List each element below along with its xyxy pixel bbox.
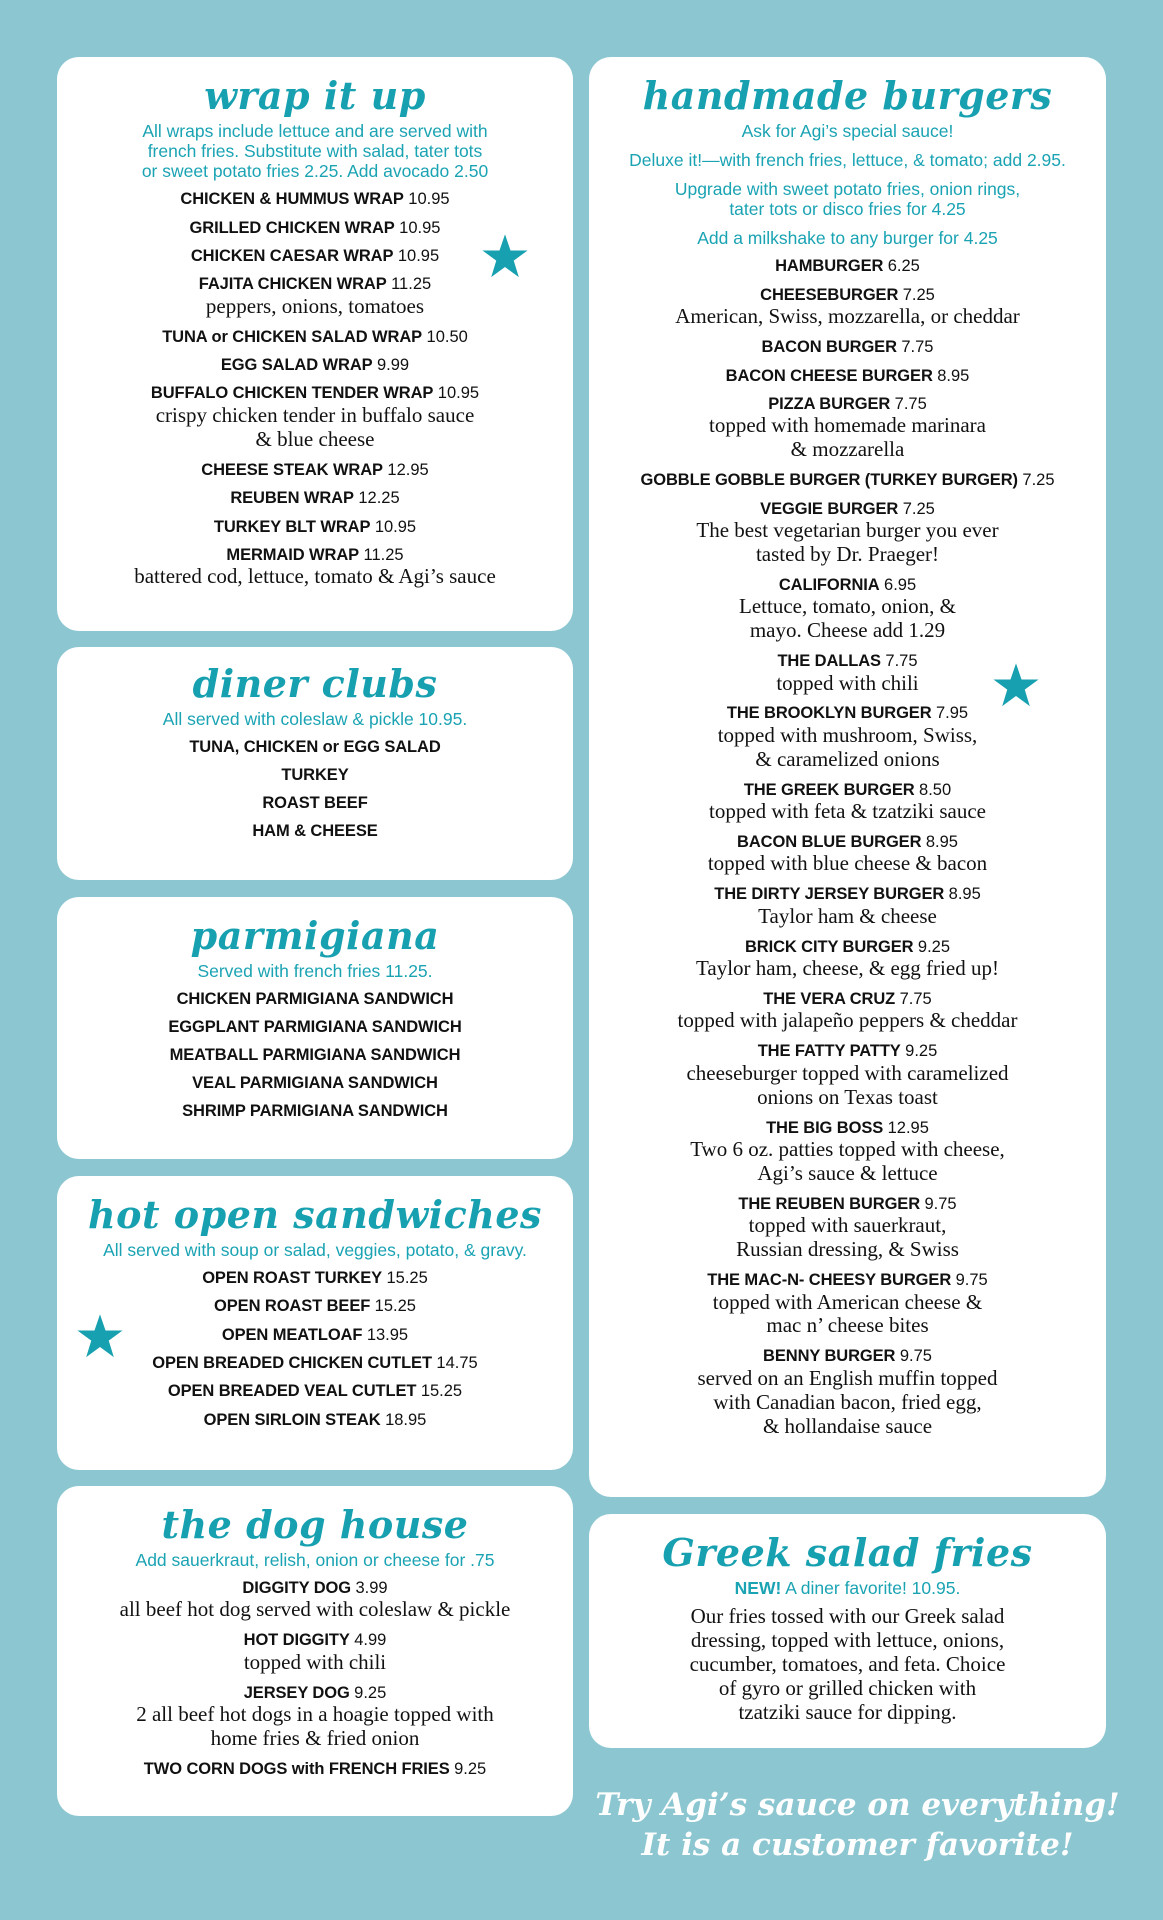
menu-item <box>57 1382 573 1401</box>
item-name: BENNY BURGER <box>763 1347 896 1366</box>
description-line: Lettuce, tomato, onion, & <box>739 594 956 619</box>
menu-item <box>57 1297 573 1316</box>
item-name: THE MAC-N- CHEESY BURGER <box>707 1271 952 1290</box>
menu-item <box>57 990 573 1009</box>
section-note: All served with coleslaw & pickle 10.95. <box>162 708 468 729</box>
footer-tagline <box>590 1786 1125 1865</box>
note-line: Upgrade with sweet potato fries, onion rings, <box>674 179 1021 200</box>
item-price: 9.99 <box>377 356 410 375</box>
item-heading <box>589 781 1106 800</box>
section-note <box>589 1578 1106 1598</box>
item-heading <box>589 1042 1106 1061</box>
item-name: OPEN BREADED VEAL CUTLET <box>167 1382 417 1401</box>
description-line: of gyro or grilled chicken with <box>718 1675 977 1700</box>
item-price: 9.75 <box>899 1347 932 1366</box>
description-line: topped with homemade marinara <box>709 413 986 438</box>
menu-item <box>589 576 1106 643</box>
description-line: Two 6 oz. patties topped with cheese, <box>690 1137 1005 1161</box>
section-title: hot open sandwiches <box>88 1192 542 1237</box>
section-note: All served with soup or salad, veggies, potato, & gravy. <box>103 1239 527 1260</box>
item-heading <box>57 356 573 375</box>
menu-item <box>57 461 573 480</box>
item-price: 7.95 <box>936 704 969 723</box>
burgers-section <box>589 57 1106 1497</box>
new-badge: NEW! <box>734 1577 782 1598</box>
menu-item <box>589 500 1106 567</box>
item-name: DIGGITY DOG <box>242 1578 352 1597</box>
item-heading <box>57 518 573 537</box>
menu-item <box>589 1195 1106 1262</box>
item-name: THE DALLAS <box>777 652 881 671</box>
menu-item <box>57 1760 573 1779</box>
description-line: & hollandaise sauce <box>762 1413 933 1438</box>
item-name: TURKEY <box>281 765 349 784</box>
dog-house-section <box>57 1486 573 1816</box>
menu-item <box>57 1411 573 1430</box>
description-line: mayo. Cheese add 1.29 <box>749 618 946 643</box>
item-description <box>589 724 1106 772</box>
description-line: topped with American cheese & <box>712 1289 983 1314</box>
item-heading <box>57 1411 573 1430</box>
description-line: served on an English muffin topped <box>697 1365 998 1390</box>
menu-item <box>57 822 573 841</box>
item-price: 7.25 <box>902 285 935 304</box>
item-name: OPEN MEATLOAF <box>221 1325 363 1344</box>
item-price: 15.25 <box>374 1297 416 1316</box>
menu-item <box>57 1354 573 1373</box>
item-description <box>589 905 1106 929</box>
item-name: THE DIRTY JERSEY BURGER <box>714 885 945 904</box>
item-name: ROAST BEEF <box>262 793 368 812</box>
item-name: THE REUBEN BURGER <box>738 1194 921 1213</box>
description-line: home fries & fried onion <box>210 1725 420 1750</box>
note-line: or sweet potato fries 2.25. Add avocado 2.50 <box>141 161 489 182</box>
menu-item <box>57 1046 573 1065</box>
item-name: TWO CORN DOGS with FRENCH FRIES <box>143 1759 450 1778</box>
tagline-line: It is a customer favorite! <box>641 1826 1074 1863</box>
item-heading <box>57 1354 573 1373</box>
description-line: battered cod, lettuce, tomato & Agi’s sauce <box>134 564 496 589</box>
item-heading <box>57 1382 573 1401</box>
parmigiana-section <box>57 897 573 1159</box>
menu-item <box>57 1074 573 1093</box>
menu-item <box>589 833 1106 876</box>
item-name: THE VERA CRUZ <box>763 990 896 1009</box>
description-line: topped with chili <box>243 1649 387 1674</box>
section-title: wrap it up <box>204 73 426 118</box>
item-name: HOT DIGGITY <box>243 1631 350 1650</box>
item-heading <box>589 990 1106 1009</box>
item-heading <box>589 1195 1106 1214</box>
description-line: crispy chicken tender in buffalo sauce <box>155 402 475 427</box>
description-line: onions on Texas toast <box>757 1084 938 1109</box>
item-price: 10.95 <box>437 384 480 403</box>
item-name: TUNA, CHICKEN or EGG SALAD <box>189 737 441 756</box>
item-heading <box>57 190 573 209</box>
item-price: 10.50 <box>426 327 468 346</box>
description-line: cheeseburger topped with caramelized <box>686 1060 1009 1085</box>
item-name: THE BROOKLYN BURGER <box>726 704 932 723</box>
item-heading <box>589 257 1106 276</box>
item-name: MERMAID WRAP <box>226 545 360 564</box>
item-heading <box>57 489 573 508</box>
note-line: french fries. Substitute with salad, tater tots <box>147 140 483 161</box>
item-price: 9.25 <box>905 1042 938 1061</box>
item-description <box>589 1009 1106 1033</box>
section-note: Add sauerkraut, relish, onion or cheese for .75 <box>135 1549 495 1570</box>
section-note <box>589 121 1106 141</box>
item-price: 11.25 <box>391 275 432 294</box>
menu-item <box>57 1269 573 1288</box>
item-price: 14.75 <box>436 1354 478 1373</box>
menu-item-list <box>57 1579 573 1779</box>
item-price: 12.95 <box>887 1118 929 1137</box>
item-name: THE FATTY PATTY <box>757 1042 901 1061</box>
item-price: 6.95 <box>884 575 917 594</box>
menu-item <box>589 1347 1106 1438</box>
menu-item <box>57 546 573 589</box>
item-description <box>57 295 573 319</box>
menu-item <box>57 738 573 757</box>
item-price: 8.95 <box>925 833 958 852</box>
menu-item <box>57 1631 573 1674</box>
item-heading <box>589 938 1106 957</box>
menu-item <box>589 704 1106 771</box>
item-price: 4.99 <box>354 1631 387 1650</box>
item-price: 10.95 <box>408 190 450 209</box>
item-description <box>589 800 1106 824</box>
item-heading <box>57 1326 573 1345</box>
item-description <box>589 1605 1106 1725</box>
item-heading <box>589 885 1106 904</box>
item-name: OPEN ROAST TURKEY <box>202 1268 383 1287</box>
menu-item <box>589 990 1106 1033</box>
item-price: 12.25 <box>358 489 400 508</box>
item-price: 7.75 <box>885 652 918 671</box>
item-description <box>589 1214 1106 1262</box>
item-description <box>589 1138 1106 1186</box>
section-title: the dog house <box>161 1502 469 1547</box>
item-price: 10.95 <box>374 517 417 536</box>
menu-item <box>589 1042 1106 1109</box>
description-line: topped with blue cheese & bacon <box>707 851 988 876</box>
item-price: 7.75 <box>901 338 934 357</box>
description-line: dressing, topped with lettuce, onions, <box>690 1627 1005 1652</box>
star-icon <box>482 233 528 279</box>
note-line: Ask for Agi’s special sauce! <box>741 120 954 141</box>
item-description <box>57 404 573 452</box>
item-description <box>589 1291 1106 1339</box>
menu-item <box>57 356 573 375</box>
item-heading <box>589 1271 1106 1290</box>
menu-item <box>589 885 1106 928</box>
item-name: OPEN SIRLOIN STEAK <box>203 1410 381 1429</box>
section-title: parmigiana <box>190 913 440 958</box>
description-line: Taylor ham, cheese, & egg fried up! <box>696 956 999 981</box>
menu-item <box>589 338 1106 357</box>
item-description <box>57 1703 573 1751</box>
item-name: THE BIG BOSS <box>766 1118 884 1137</box>
item-name: CALIFORNIA <box>778 575 880 594</box>
item-heading <box>589 338 1106 357</box>
item-name: BACON CHEESE BURGER <box>725 366 933 385</box>
menu-item <box>57 489 573 508</box>
item-heading <box>589 500 1106 519</box>
menu-item <box>57 1579 573 1622</box>
item-description <box>589 414 1106 462</box>
section-title: handmade burgers <box>642 73 1053 118</box>
note-text: A diner favorite! 10.95. <box>785 1577 961 1598</box>
menu-item <box>589 1271 1106 1338</box>
description-line: Russian dressing, & Swiss <box>736 1237 959 1262</box>
item-name: CHEESEBURGER <box>760 285 899 304</box>
description-line: & mozzarella <box>790 437 905 462</box>
item-name: FAJITA CHICKEN WRAP <box>198 275 387 294</box>
item-heading <box>589 576 1106 595</box>
item-heading <box>57 546 573 565</box>
hot-open-section <box>57 1176 573 1470</box>
menu-item-list <box>57 1269 573 1430</box>
description-line: topped with sauerkraut, <box>748 1213 947 1238</box>
item-heading <box>57 1269 573 1288</box>
note-line: Deluxe it!—with french fries, lettuce, & tomato; add 2.95. <box>629 149 1066 170</box>
item-description <box>589 957 1106 981</box>
item-name: CHICKEN PARMIGIANA SANDWICH <box>176 989 454 1008</box>
item-description <box>589 595 1106 643</box>
item-heading <box>589 833 1106 852</box>
menu-item <box>589 471 1106 490</box>
description-line: tzatziki sauce for dipping. <box>738 1699 957 1724</box>
item-heading <box>57 1579 573 1598</box>
section-note <box>589 228 1106 248</box>
section-note: Served with french fries 11.25. <box>197 960 433 981</box>
item-price: 10.95 <box>399 218 441 237</box>
item-name: HAM & CHEESE <box>252 821 378 840</box>
item-price: 3.99 <box>355 1578 388 1597</box>
description-line: with Canadian bacon, fried egg, <box>713 1389 982 1414</box>
item-name: EGGPLANT PARMIGIANA SANDWICH <box>168 1017 462 1036</box>
item-heading <box>589 286 1106 305</box>
item-heading <box>57 1684 573 1703</box>
item-name: THE GREEK BURGER <box>743 780 915 799</box>
item-name: OPEN ROAST BEEF <box>214 1297 371 1316</box>
item-price: 8.50 <box>919 780 952 799</box>
item-name: SHRIMP PARMIGIANA SANDWICH <box>182 1101 448 1120</box>
section-note <box>589 150 1106 170</box>
menu-item-list <box>589 257 1106 1438</box>
item-name: EGG SALAD WRAP <box>220 356 373 375</box>
item-price: 15.25 <box>420 1382 463 1401</box>
wrap-section <box>57 57 573 631</box>
description-line: Our fries tossed with our Greek salad <box>690 1603 1005 1628</box>
tagline-line: Try Agi’s sauce on everything! <box>595 1787 1120 1823</box>
item-description <box>589 305 1106 329</box>
menu-item <box>57 1018 573 1037</box>
item-name: GRILLED CHICKEN WRAP <box>189 218 395 237</box>
item-name: CHICKEN & HUMMUS WRAP <box>180 190 404 209</box>
item-name: REUBEN WRAP <box>230 489 354 508</box>
section-note <box>589 179 1106 219</box>
item-price: 9.25 <box>354 1683 387 1702</box>
menu-item <box>57 1326 573 1345</box>
item-name: BRICK CITY BURGER <box>744 937 914 956</box>
item-price: 18.95 <box>385 1410 427 1429</box>
item-name: BACON BURGER <box>761 338 897 357</box>
note-line: All wraps include lettuce and are served with <box>142 120 488 141</box>
menu-item <box>57 766 573 785</box>
item-name: BACON BLUE BURGER <box>737 833 922 852</box>
menu-item <box>57 518 573 537</box>
item-name: VEAL PARMIGIANA SANDWICH <box>192 1073 438 1092</box>
item-heading <box>57 384 573 403</box>
description-line: & caramelized onions <box>755 746 940 771</box>
item-price: 9.75 <box>924 1194 957 1213</box>
item-price: 7.25 <box>1022 471 1055 490</box>
item-name: BUFFALO CHICKEN TENDER WRAP <box>150 384 434 403</box>
menu-item <box>57 1684 573 1751</box>
item-name: CHEESE STEAK WRAP <box>201 460 383 479</box>
item-heading <box>589 1119 1106 1138</box>
section-title: diner clubs <box>192 661 438 706</box>
description-line: topped with feta & tzatziki sauce <box>709 799 986 824</box>
menu-item-list <box>57 738 573 841</box>
description-line: topped with chili <box>776 670 919 695</box>
menu-item <box>589 367 1106 386</box>
description-line: American, Swiss, mozzarella, or cheddar <box>675 304 1020 329</box>
item-heading <box>57 328 573 347</box>
menu-item <box>589 781 1106 824</box>
item-heading <box>57 1297 573 1316</box>
menu-item <box>589 395 1106 462</box>
description-line: Taylor ham & cheese <box>758 903 937 928</box>
menu-item <box>57 275 573 318</box>
description-line: topped with jalapeño peppers & cheddar <box>677 1008 1018 1033</box>
item-name: OPEN BREADED CHICKEN CUTLET <box>152 1354 432 1373</box>
item-heading <box>57 461 573 480</box>
item-name: TUNA or CHICKEN SALAD WRAP <box>162 327 423 346</box>
description-line: & blue cheese <box>255 426 375 451</box>
menu-item <box>589 938 1106 981</box>
item-description <box>589 519 1106 567</box>
menu-item <box>589 1119 1106 1186</box>
menu-item-list <box>57 990 573 1121</box>
section-title: Greek salad fries <box>662 1530 1033 1575</box>
item-description <box>589 1062 1106 1110</box>
menu-item <box>57 384 573 451</box>
item-price: 10.95 <box>397 246 440 265</box>
item-price: 8.95 <box>937 366 970 385</box>
description-line: mac n’ cheese bites <box>766 1313 929 1338</box>
item-price: 11.25 <box>363 545 404 564</box>
section-note <box>57 121 573 181</box>
item-price: 9.75 <box>955 1271 988 1290</box>
item-price: 7.75 <box>894 394 927 413</box>
description-line: topped with mushroom, Swiss, <box>717 722 978 747</box>
note-line: Add a milkshake to any burger for 4.25 <box>697 228 998 249</box>
item-heading <box>589 395 1106 414</box>
menu-item <box>57 794 573 813</box>
item-name: VEGGIE BURGER <box>760 499 899 518</box>
menu-item <box>57 328 573 347</box>
item-price: 8.95 <box>948 885 981 904</box>
item-price: 15.25 <box>386 1268 428 1287</box>
item-price: 7.75 <box>899 990 932 1009</box>
item-heading <box>589 367 1106 386</box>
item-price: 9.25 <box>917 937 951 956</box>
item-price: 6.25 <box>887 257 920 276</box>
item-price: 9.25 <box>454 1759 487 1778</box>
menu-item <box>57 190 573 209</box>
item-name: TURKEY BLT WRAP <box>213 517 371 536</box>
description-line: The best vegetarian burger you ever <box>696 517 999 542</box>
item-name: CHICKEN CAESAR WRAP <box>190 246 394 265</box>
menu-item <box>589 286 1106 329</box>
item-price: 7.25 <box>902 499 935 518</box>
clubs-section <box>57 647 573 880</box>
description-line: Agi’s sauce & lettuce <box>757 1160 938 1185</box>
item-heading <box>589 1347 1106 1366</box>
item-name: JERSEY DOG <box>243 1683 350 1702</box>
item-name: MEATBALL PARMIGIANA SANDWICH <box>169 1045 461 1064</box>
note-line: tater tots or disco fries for 4.25 <box>729 199 966 220</box>
section-notes <box>589 121 1106 249</box>
item-description <box>589 1367 1106 1439</box>
item-description <box>57 1598 573 1622</box>
item-heading <box>57 1631 573 1650</box>
star-icon <box>77 1313 123 1359</box>
item-price: 12.95 <box>387 460 429 479</box>
description-line: 2 all beef hot dogs in a hoagie topped with <box>136 1701 494 1726</box>
item-name: HAMBURGER <box>775 257 884 276</box>
description-line: peppers, onions, tomatoes <box>205 293 425 318</box>
star-icon <box>993 662 1039 708</box>
greek-fries-section <box>589 1514 1106 1748</box>
item-name: PIZZA BURGER <box>768 394 891 413</box>
menu-item <box>589 257 1106 276</box>
item-description <box>589 852 1106 876</box>
item-description <box>57 565 573 589</box>
item-description <box>57 1651 573 1675</box>
item-heading <box>589 471 1106 490</box>
item-heading <box>57 1760 573 1779</box>
item-name: GOBBLE GOBBLE BURGER (TURKEY BURGER) <box>640 471 1018 490</box>
menu-item <box>57 1102 573 1121</box>
description-line: all beef hot dog served with coleslaw & pickle <box>119 1597 511 1622</box>
item-price: 13.95 <box>366 1325 409 1344</box>
description-line: tasted by Dr. Praeger! <box>755 541 940 566</box>
description-line: cucumber, tomatoes, and feta. Choice <box>689 1651 1006 1676</box>
